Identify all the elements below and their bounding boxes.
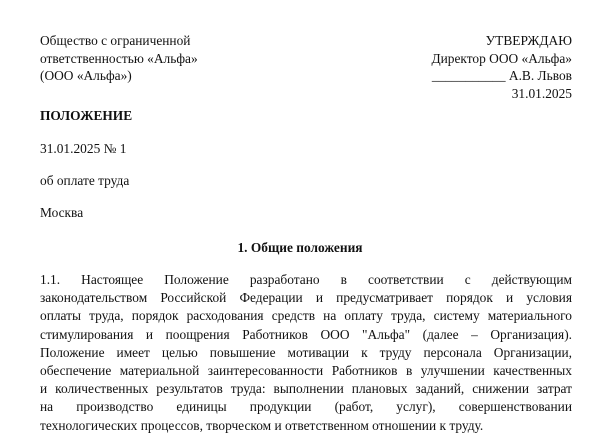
approval-title: УТВЕРЖДАЮ	[485, 33, 572, 48]
paragraph-line: на производство единицы продукции (работ, услуг), совершенствовании	[40, 399, 572, 415]
paragraph-line: стимулирования и поощрения Работников ООО "Альфа" (далее – Организация).	[40, 326, 572, 342]
paragraph-line: законодательством Российской Федерации и предусматривает порядок и условия	[40, 290, 572, 306]
paragraph-line: обеспечение материальной заинтересованности Работников в улучшении качественных	[40, 363, 572, 379]
organization-line: (ООО «Альфа»)	[40, 68, 132, 83]
organization-block	[40, 32, 198, 85]
document-type: ПОЛОЖЕНИЕ	[40, 108, 133, 123]
organization-line: Общество с ограниченной	[40, 33, 191, 48]
paragraph-line: Положение имеет целью повышение мотивации к труду персонала Организации,	[40, 344, 572, 360]
section-heading: 1. Общие положения	[237, 240, 363, 255]
approval-date: 31.01.2025	[511, 85, 572, 101]
approval-signature: ___________ А.В. Львов	[431, 68, 572, 83]
paragraph-line: и количественных результатов труда: выполнении плановых заданий, снижении затрат	[40, 381, 572, 397]
document-city: Москва	[40, 205, 84, 220]
paragraph-line: технологических процессов, творческом и ответственном отношении к труду.	[40, 417, 484, 433]
section-paragraph	[40, 271, 572, 435]
organization-line: ответственностью «Альфа»	[40, 50, 198, 66]
approval-position: Директор ООО «Альфа»	[431, 50, 572, 66]
paragraph-line: 1.1. Настоящее Положение разработано в соответствии с действующим	[40, 272, 572, 287]
approval-block	[431, 32, 572, 102]
paragraph-line: оплаты труда, порядок расходования средств на оплату труда, систему материального	[40, 308, 572, 324]
document-subject: об оплате труда	[40, 173, 130, 188]
document-date-number: 31.01.2025 № 1	[40, 141, 127, 156]
